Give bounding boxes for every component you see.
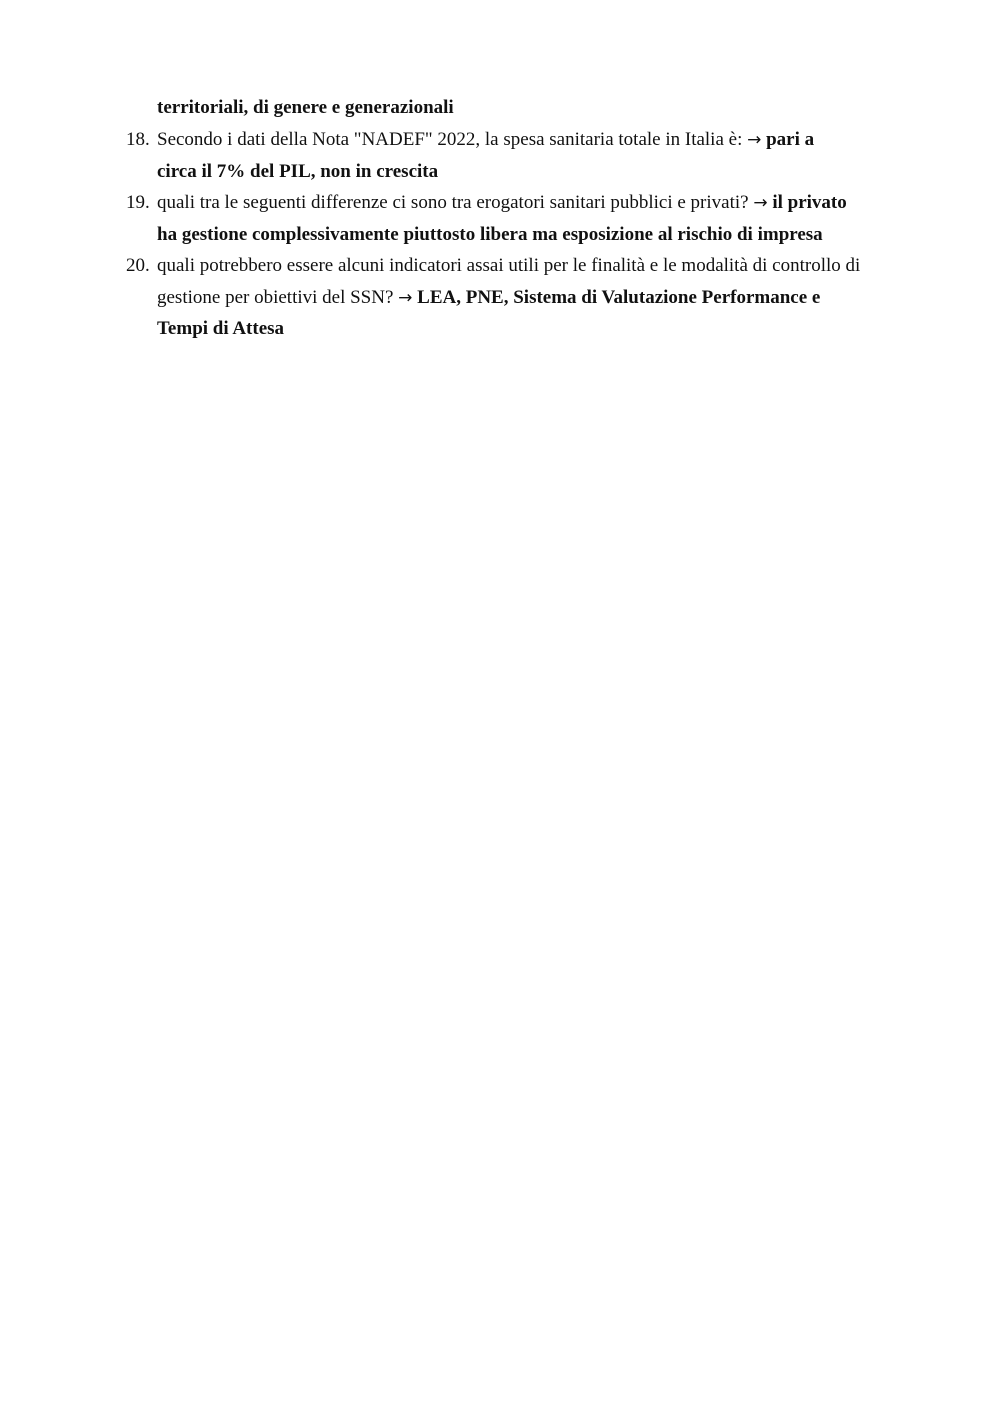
item-20-line-2 — [157, 286, 820, 310]
item-18-question: Secondo i dati della Nota "NADEF" 2022, la spesa sanitaria totale in Italia è: — [157, 129, 743, 150]
item-19-line-1 — [157, 191, 847, 215]
item-18-answer-continuation: circa il 7% del PIL, non in crescita — [157, 161, 439, 182]
item-20-number: 20. — [126, 255, 150, 276]
item-20-question-line-1: quali potrebbero essere alcuni indicatori assai utili per le finalità e le modalità di controllo di — [157, 255, 861, 276]
arrow-icon: → — [747, 130, 762, 150]
item-20-answer: LEA, PNE, Sistema di Valutazione Performance e — [417, 287, 821, 308]
item-18-number: 18. — [126, 129, 150, 150]
item-17-answer-continuation: territoriali, di genere e generazionali — [157, 97, 454, 118]
item-20-question-continuation: gestione per obiettivi del SSN? — [157, 287, 394, 308]
item-18-line-1 — [157, 128, 814, 152]
item-19-question: quali tra le seguenti differenze ci sono tra erogatori sanitari pubblici e privati? — [157, 192, 749, 213]
arrow-icon: → — [398, 288, 413, 308]
item-19-answer: il privato — [772, 192, 847, 213]
item-19-number: 19. — [126, 192, 150, 213]
arrow-icon: → — [753, 193, 768, 213]
item-18-answer: pari a — [766, 129, 815, 150]
item-20-answer-continuation: Tempi di Attesa — [157, 318, 285, 339]
item-19-answer-continuation: ha gestione complessivamente piuttosto libera ma esposizione al rischio di impresa — [157, 224, 823, 245]
